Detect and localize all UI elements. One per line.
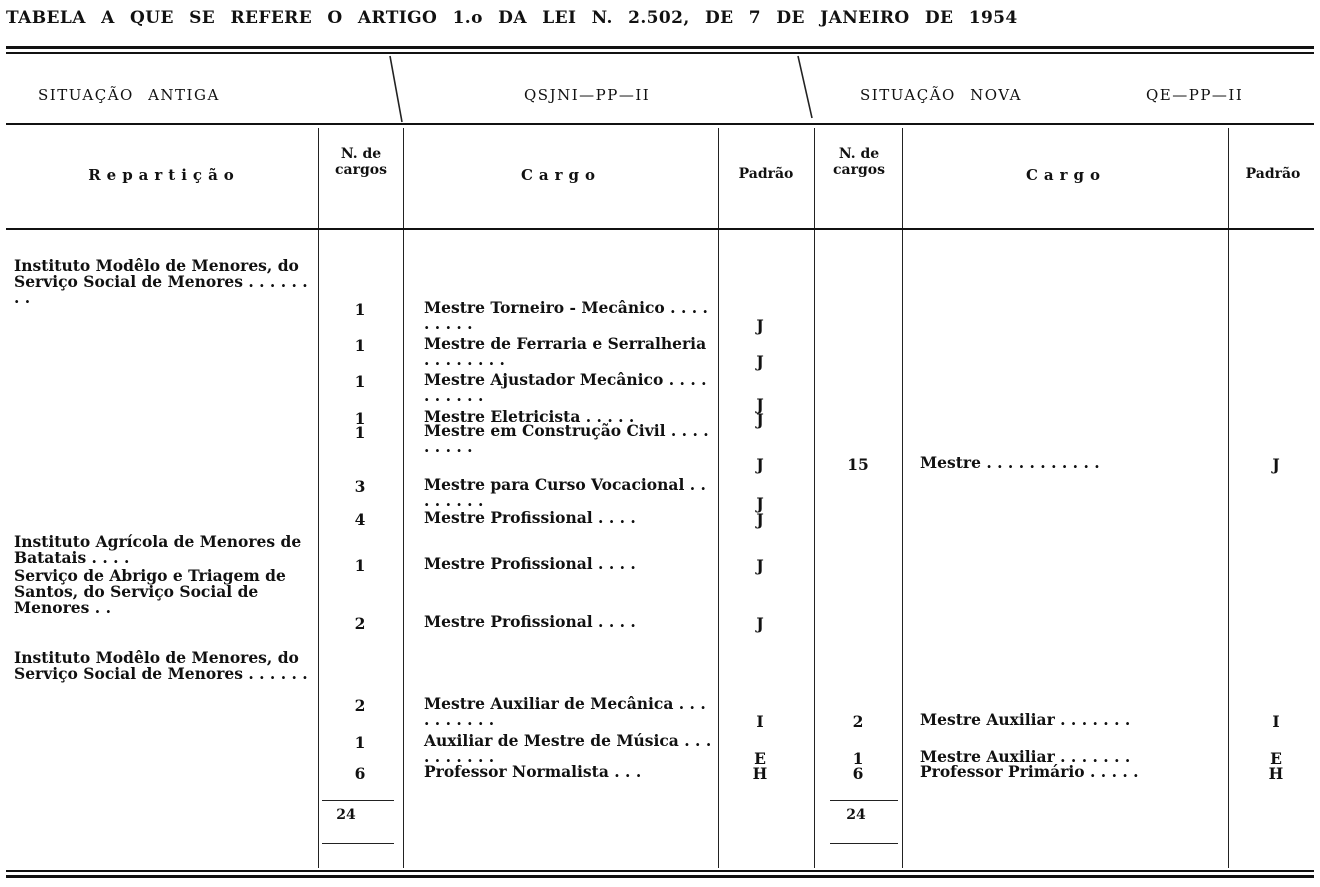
old-row-3-n: 1 (354, 372, 366, 391)
col-divider-4 (814, 128, 815, 868)
new-row-2-cargo: Mestre Auxiliar . . . . . . . (920, 710, 1131, 729)
old-row-2-n: 1 (354, 336, 366, 355)
old-row-6-n: 3 (354, 477, 366, 496)
old-row-8-n: 1 (354, 556, 366, 575)
col-header-reparticao: Repartição (88, 166, 240, 184)
new-row-2-n: 2 (852, 712, 864, 731)
group-separator-right (798, 56, 812, 118)
old-row-12-padrao: H (752, 764, 768, 783)
old-row-5-padrao: J (756, 455, 764, 474)
reparticao-4: Instituto Modêlo de Menores, do Serviço Social de Menores . . . . . . (14, 648, 308, 683)
new-row-3-cargo: Mestre Auxiliar . . . . . . . (920, 747, 1131, 766)
col-divider-5 (902, 128, 903, 868)
reparticao-2: Instituto Agrícola de Menores de Batatais . . . . (14, 532, 302, 567)
group-old-code: QSJNI—PP—II (524, 86, 651, 104)
group-old-label: SITUAÇÃO ANTIGA (38, 86, 220, 104)
new-row-1-cargo: Mestre . . . . . . . . . . . (920, 453, 1100, 472)
col-divider-6 (1228, 128, 1229, 868)
old-row-10-padrao: I (756, 712, 764, 731)
old-row-9-padrao: J (756, 614, 764, 633)
old-row-8-padrao: J (756, 556, 764, 575)
old-row-2-padrao: J (756, 352, 764, 371)
group-new-code: QE—PP—II (1146, 86, 1244, 104)
reparticao-3: Serviço de Abrigo e Triagem de Santos, do Serviço Social de Menores . . (14, 566, 286, 617)
bottom-rule-thick (6, 875, 1314, 878)
new-row-4-padrao: H (1268, 764, 1284, 783)
old-row-5-cargo: Mestre em Construção Civil . . . . . . . . . (424, 421, 709, 456)
old-row-6-cargo: Mestre para Curso Vocacional . . . . . . . . (424, 475, 706, 510)
old-row-7-cargo: Mestre Profissional . . . . (424, 508, 636, 527)
old-row-5-n: 1 (354, 423, 366, 442)
new-row-1-padrao: J (1272, 455, 1280, 474)
old-row-1-cargo: Mestre Torneiro - Mecânico . . . . . . . . . (424, 298, 708, 333)
col-header-padrao: Padrão (738, 166, 794, 182)
old-row-3-cargo: Mestre Ajustador Mecânico . . . . . . . . . . (424, 370, 707, 405)
old-row-11-n: 1 (354, 733, 366, 752)
col-divider-2 (403, 128, 404, 868)
old-total: 24 (336, 807, 356, 823)
old-row-11-cargo: Auxiliar de Mestre de Música . . . . . . . . . . (424, 731, 712, 766)
reparticao-1: Instituto Modêlo de Menores, do Serviço Social de Menores . . . . . . . . (14, 256, 308, 307)
old-row-2-cargo: Mestre de Ferraria e Serralheria . . . . . . . . (424, 334, 707, 369)
col-header-n-cargos-new: N. de cargos (833, 146, 885, 178)
old-row-9-n: 2 (354, 614, 366, 633)
new-row-3-n: 1 (852, 749, 864, 768)
col-header-padrao-new: Padrão (1245, 166, 1301, 182)
new-row-3-padrao: E (1270, 749, 1282, 768)
new-row-4-n: 6 (852, 764, 864, 783)
old-row-4-n: 1 (354, 409, 366, 428)
old-row-4-padrao: J (756, 410, 764, 429)
old-row-12-n: 6 (354, 764, 366, 783)
old-row-11-padrao: E (754, 749, 766, 768)
old-row-1-padrao: J (756, 316, 764, 335)
old-row-10-cargo: Mestre Auxiliar de Mecânica . . . . . . . . . . (424, 694, 706, 729)
old-row-7-n: 4 (354, 510, 366, 529)
new-row-4-cargo: Professor Primário . . . . . (920, 762, 1139, 781)
new-total-rule-top (830, 800, 898, 801)
col-divider-1 (318, 128, 319, 868)
old-row-12-cargo: Professor Normalista . . . (424, 762, 642, 781)
old-row-1-n: 1 (354, 300, 366, 319)
group-separator-left (390, 56, 402, 122)
col-header-cargo: Cargo (520, 166, 602, 184)
new-total-rule-bottom (830, 843, 898, 844)
document-title: TABELA A QUE SE REFERE O ARTIGO 1.o DA LEI N. 2.502, DE 7 DE JANEIRO DE 1954 (6, 8, 1018, 28)
group-header-rule (6, 123, 1314, 125)
col-header-cargo-new: Cargo (1025, 166, 1107, 184)
bottom-rule-thin (6, 870, 1314, 872)
old-total-rule-top (322, 800, 394, 801)
old-row-9-cargo: Mestre Profissional . . . . (424, 612, 636, 631)
old-row-3-padrao: J (756, 395, 764, 414)
new-row-1-n: 15 (847, 455, 869, 474)
group-new-label: SITUAÇÃO NOVA (860, 86, 1022, 104)
old-total-rule-bottom (322, 843, 394, 844)
old-row-10-n: 2 (354, 696, 366, 715)
old-row-4-cargo: Mestre Eletricista . . . . . (424, 407, 635, 426)
old-row-8-cargo: Mestre Profissional . . . . (424, 554, 636, 573)
old-row-7-padrao: J (756, 510, 764, 529)
new-total: 24 (846, 807, 866, 823)
old-row-6-padrao: J (756, 494, 764, 513)
group-separators (0, 0, 1320, 140)
new-row-2-padrao: I (1272, 712, 1280, 731)
column-header-rule (6, 228, 1314, 230)
col-divider-3 (718, 128, 719, 868)
col-header-n-cargos: N. de cargos (335, 146, 387, 178)
